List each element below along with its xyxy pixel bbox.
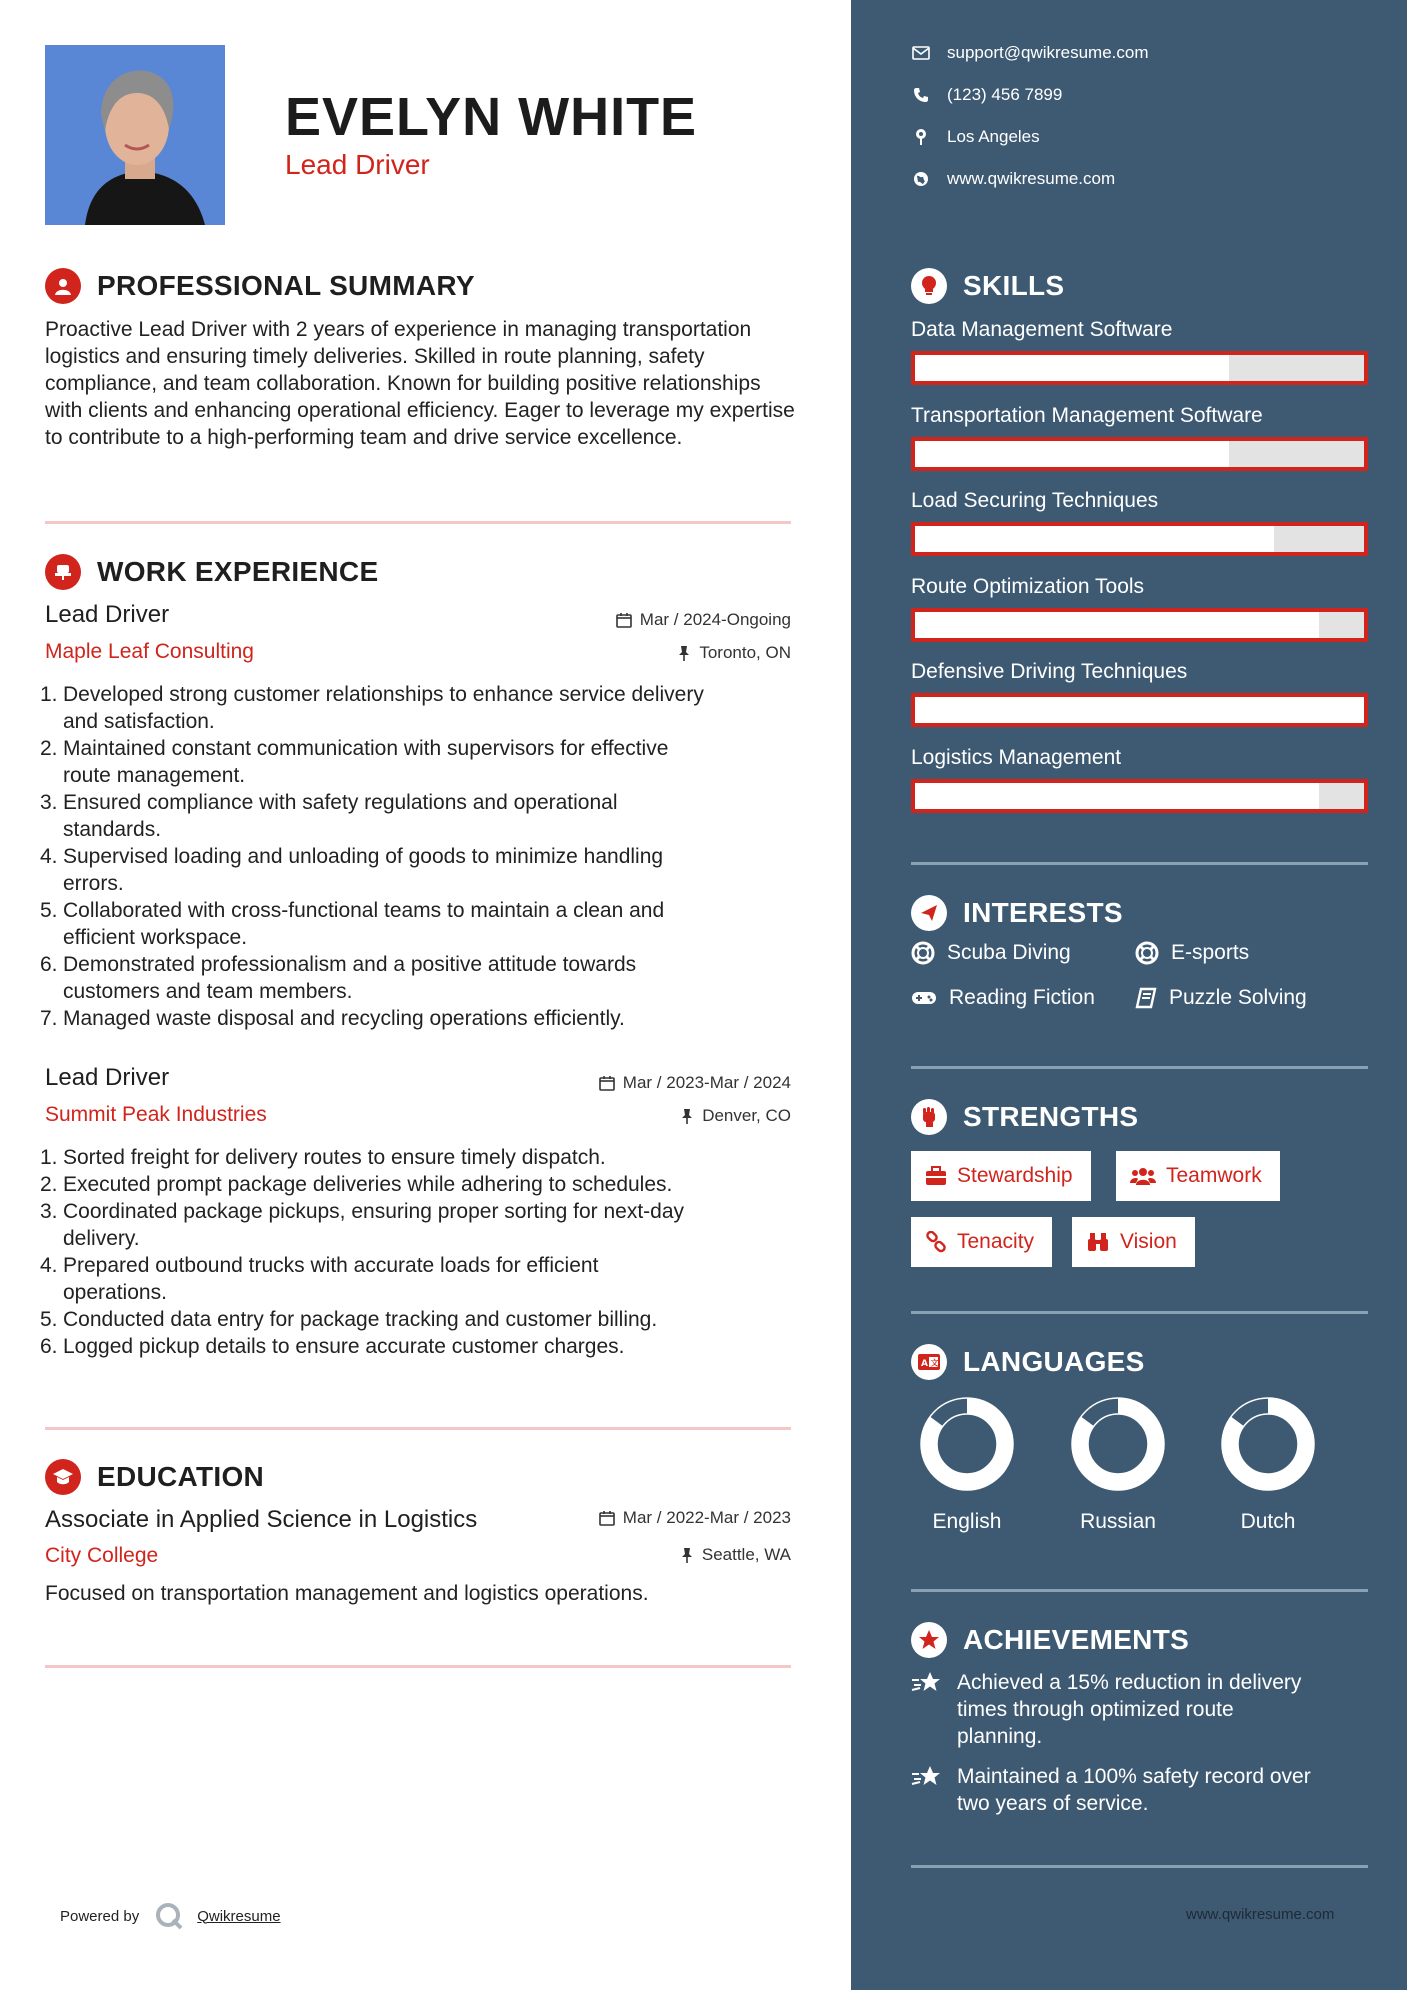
strengths-heading — [911, 1099, 1138, 1135]
svg-text:文: 文 — [930, 1358, 939, 1368]
achievement-item — [911, 1669, 1371, 1750]
list-item: 3. Ensured compliance with safety regulations and operational standards. — [40, 791, 618, 841]
job-location-text: Denver, CO — [702, 1106, 791, 1125]
paper-plane-icon — [911, 895, 947, 931]
education-description: Focused on transportation management and logistics operations. — [45, 1582, 649, 1605]
job-title: Lead Driver — [45, 601, 170, 628]
pin-icon — [677, 645, 691, 661]
job-duties-list — [40, 1144, 800, 1360]
skill-name: Data Management Software — [911, 318, 1173, 341]
job-duties-list — [40, 681, 800, 1032]
education-location-text: Seattle, WA — [701, 1545, 791, 1564]
strength-badge — [911, 1217, 1052, 1267]
job-dates — [616, 610, 791, 630]
translate-icon — [911, 1344, 947, 1380]
book-icon — [1135, 987, 1157, 1009]
calendar-icon — [599, 1510, 615, 1526]
skill-bar — [911, 351, 1368, 385]
strength-badge — [1072, 1217, 1195, 1267]
shooting-star-icon — [911, 1671, 941, 1695]
qwikresume-logo-icon — [155, 1902, 183, 1930]
skill-bar-fill — [915, 612, 1319, 638]
briefcase-icon — [925, 1166, 947, 1186]
experience-heading — [45, 554, 378, 590]
donut-inner-outline — [1088, 1414, 1148, 1474]
list-item: 4. Supervised loading and unloading of goods to minimize handling errors. — [40, 845, 664, 895]
sidebar-divider — [911, 1311, 1368, 1314]
education-dates-text: Mar / 2022-Mar / 2023 — [622, 1508, 791, 1527]
location-pin-icon — [915, 128, 927, 146]
website-text[interactable]: www.qwikresume.com — [947, 169, 1116, 188]
strength-badge — [911, 1151, 1091, 1201]
list-item: 6. Logged pickup details to ensure accurate customer charges. — [40, 1335, 625, 1358]
language-label: Dutch — [1240, 1510, 1296, 1533]
users-icon — [1130, 1166, 1156, 1186]
star-badge-icon — [911, 1622, 947, 1658]
interest-label: E-sports — [1171, 941, 1250, 964]
skill-name: Logistics Management — [911, 745, 1122, 769]
graduation-icon — [45, 1459, 81, 1495]
pin-icon — [680, 1108, 694, 1124]
section-divider — [45, 521, 791, 524]
job-title: Lead Driver — [45, 1064, 170, 1091]
job-dates — [599, 1073, 791, 1093]
donut-inner-outline — [937, 1414, 997, 1474]
list-item: 4. Prepared outbound trucks with accurate loads for efficient operations. — [40, 1254, 599, 1304]
calendar-icon — [599, 1075, 615, 1091]
language-donut — [907, 1394, 1027, 1499]
skills-heading — [911, 268, 1064, 304]
interest-item — [911, 986, 1095, 1010]
interest-label: Puzzle Solving — [1169, 986, 1307, 1009]
contact-location — [911, 127, 1040, 147]
job-location — [680, 1106, 791, 1126]
briefcase-chair-icon — [45, 554, 81, 590]
interests-heading — [911, 895, 1123, 931]
achievements-title: ACHIEVEMENTS — [963, 1624, 1190, 1655]
list-item: 3. Coordinated package pickups, ensuring proper sorting for next-day delivery. — [40, 1200, 685, 1250]
strength-label: Vision — [1120, 1230, 1177, 1253]
job-dates-text: Mar / 2024-Ongoing — [639, 610, 791, 629]
school-name: City College — [45, 1544, 159, 1567]
skill-bar-fill — [915, 355, 1229, 381]
user-icon — [45, 268, 81, 304]
email-text[interactable]: support@qwikresume.com — [947, 43, 1149, 62]
achievement-line: planning. — [957, 1725, 1043, 1748]
sidebar-divider — [911, 1066, 1368, 1069]
skills-title: SKILLS — [963, 270, 1065, 301]
lifebuoy-icon — [911, 941, 935, 965]
list-item: 2. Executed prompt package deliveries while adhering to schedules. — [40, 1173, 673, 1196]
skill-bar — [911, 693, 1368, 727]
contact-email — [911, 43, 1149, 63]
list-item: 1. Developed strong customer relationships to enhance service delivery and satisfaction. — [40, 683, 704, 733]
shooting-star-icon — [911, 1765, 941, 1789]
list-item: 5. Conducted data entry for package tracking and customer billing. — [40, 1308, 658, 1331]
education-location — [680, 1545, 791, 1565]
language-label: Russian — [1080, 1510, 1156, 1533]
language-donut — [1208, 1394, 1328, 1499]
list-item: 1. Sorted freight for delivery routes to ensure timely dispatch. — [40, 1146, 606, 1169]
gamepad-icon — [911, 989, 937, 1007]
languages-heading — [911, 1344, 1145, 1380]
link-icon — [925, 1231, 947, 1253]
globe-icon — [913, 171, 929, 187]
strength-label: Tenacity — [957, 1230, 1035, 1253]
summary-heading — [45, 268, 475, 304]
interest-item — [911, 941, 1071, 965]
lifebuoy-icon — [1135, 941, 1159, 965]
skill-name: Load Securing Techniques — [911, 489, 1159, 512]
contact-phone — [911, 85, 1062, 105]
powered-by — [60, 1902, 281, 1930]
language-donut — [1058, 1394, 1178, 1499]
lightbulb-icon — [911, 268, 947, 304]
job-company: Summit Peak Industries — [45, 1103, 267, 1126]
list-item: 7. Managed waste disposal and recycling operations efficiently. — [40, 1007, 625, 1030]
interest-label: Scuba Diving — [947, 941, 1071, 964]
achievements-heading — [911, 1622, 1189, 1658]
achievement-line: two years of service. — [957, 1792, 1149, 1815]
skill-bar — [911, 522, 1368, 556]
binoculars-icon — [1086, 1231, 1110, 1253]
summary-title: PROFESSIONAL SUMMARY — [97, 270, 475, 301]
strength-label: Teamwork — [1166, 1164, 1262, 1187]
calendar-icon — [616, 612, 632, 628]
skill-name: Defensive Driving Techniques — [911, 660, 1188, 683]
strength-badge — [1116, 1151, 1280, 1201]
qwikresume-link[interactable]: Qwikresume — [197, 1907, 281, 1925]
strengths-title: STRENGTHS — [963, 1101, 1139, 1132]
interest-item — [1135, 941, 1249, 965]
envelope-icon — [912, 46, 930, 60]
footer-website[interactable]: www.qwikresume.com — [1186, 1906, 1335, 1923]
skill-bar-fill — [915, 441, 1229, 467]
sidebar — [851, 0, 1407, 1990]
sidebar-divider — [911, 1589, 1368, 1592]
donut-inner-outline — [1238, 1414, 1298, 1474]
interests-title: INTERESTS — [963, 897, 1123, 928]
job-location-text: Toronto, ON — [699, 643, 791, 662]
candidate-name: EVELYN WHITE — [285, 87, 698, 147]
degree-title: Associate in Applied Science in Logistics — [45, 1506, 478, 1533]
education-dates — [599, 1508, 791, 1528]
skill-bar — [911, 437, 1368, 471]
sidebar-divider — [911, 862, 1368, 865]
skill-bar — [911, 608, 1368, 642]
list-item: 6. Demonstrated professionalism and a positive attitude towards customers and team members. — [40, 953, 637, 1003]
achievement-line: Maintained a 100% safety record over — [957, 1765, 1311, 1788]
strength-label: Stewardship — [957, 1164, 1073, 1187]
list-item: 2. Maintained constant communication with supervisors for effective route management. — [40, 737, 669, 787]
job-location — [677, 643, 791, 663]
profile-photo — [45, 45, 225, 225]
skill-bar-fill — [915, 526, 1274, 552]
education-heading — [45, 1459, 264, 1495]
summary-text: Proactive Lead Driver with 2 years of experience in managing transportation logistics and ensuring timely deliveries. Skilled in route planning, safety compliance, and team collaboration. Known for building positive relationships with clients and enhancing operational efficiency. Eager to leverage my expertise to contribute to a high-performing team and drive service excellence. — [45, 318, 795, 449]
interest-label: Reading Fiction — [949, 986, 1095, 1009]
experience-title: WORK EXPERIENCE — [97, 556, 379, 587]
list-item: 5. Collaborated with cross-functional teams to maintain a clean and efficient workspace. — [40, 899, 665, 949]
languages-title: LANGUAGES — [963, 1346, 1145, 1377]
skill-name: Route Optimization Tools — [911, 574, 1145, 598]
fist-icon — [911, 1099, 947, 1135]
skill-bar-fill — [915, 697, 1364, 723]
candidate-role: Lead Driver — [285, 149, 430, 180]
achievement-line: times through optimized route — [957, 1698, 1234, 1721]
interest-item — [1135, 986, 1307, 1010]
section-divider — [45, 1665, 791, 1668]
svg-text:A: A — [921, 1359, 928, 1369]
skill-name: Transportation Management Software — [911, 403, 1263, 427]
education-title: EDUCATION — [97, 1461, 265, 1492]
phone-icon — [913, 87, 929, 103]
section-divider — [45, 1427, 791, 1430]
job-company: Maple Leaf Consulting — [45, 640, 254, 663]
job-dates-text: Mar / 2023-Mar / 2024 — [622, 1073, 791, 1092]
phone-text: (123) 456 7899 — [947, 85, 1063, 104]
location-text: Los Angeles — [947, 127, 1040, 146]
skill-bar — [911, 779, 1368, 813]
achievement-line: Achieved a 15% reduction in delivery — [957, 1671, 1302, 1694]
skill-bar-fill — [915, 783, 1319, 809]
pin-icon — [680, 1547, 694, 1563]
achievement-item — [911, 1763, 1371, 1817]
sidebar-divider — [911, 1865, 1368, 1868]
contact-website — [911, 169, 1115, 189]
powered-by-label: Powered by — [60, 1907, 140, 1925]
language-label: English — [932, 1510, 1002, 1533]
